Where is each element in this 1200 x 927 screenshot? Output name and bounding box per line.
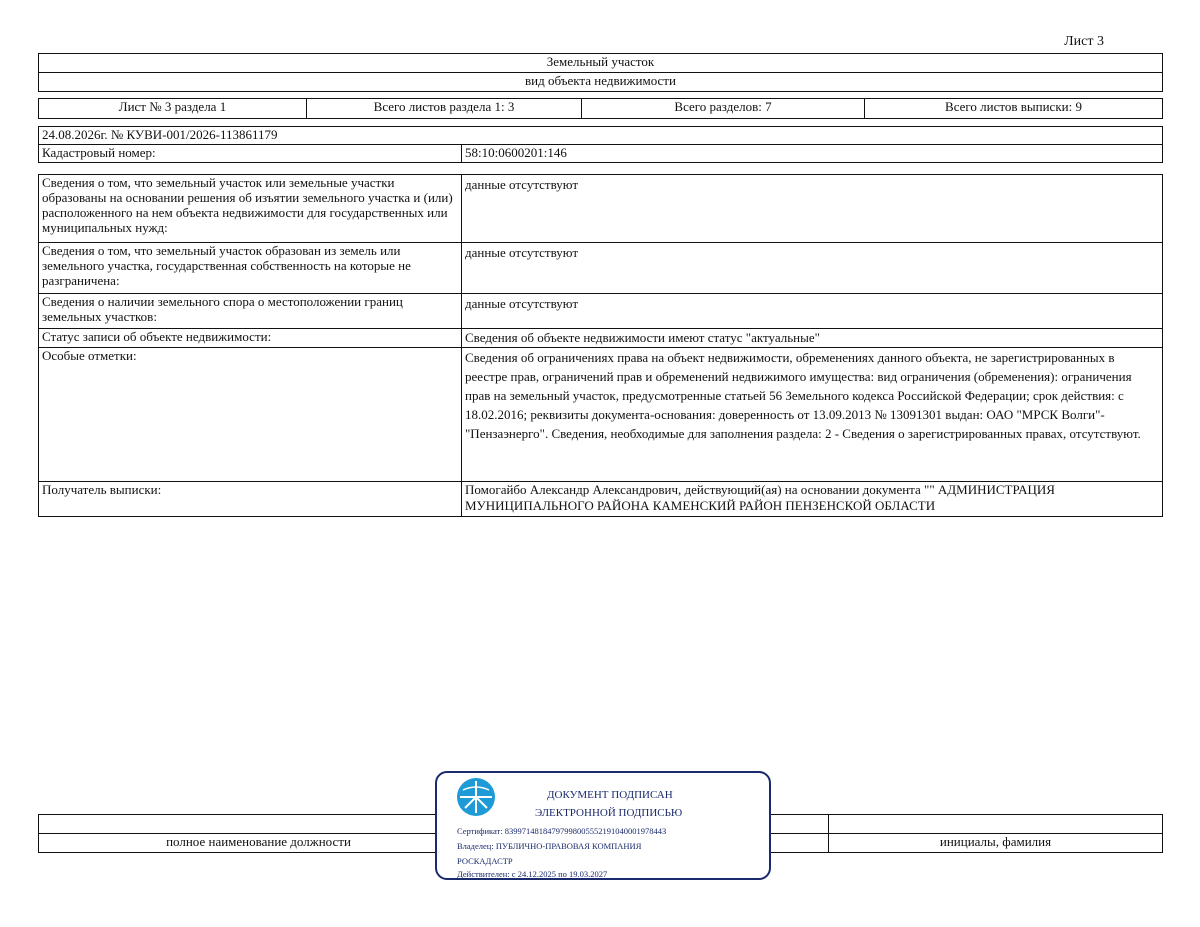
row-label: Сведения о наличии земельного спора о местоположении границ земельных участков: [39,294,462,329]
row-label: Получатель выписки: [39,482,462,517]
stamp-certificate: Сертификат: 8399714818479799800555219104000197844З [457,826,667,836]
object-type-header [38,53,1163,92]
row-value: данные отсутствуют [462,294,1163,329]
row-label: Сведения о том, что земельный участок или земельные участки образованы на основании решения об изъятии земельного участка и (или) расположенного на нем объекта недвижимости для государственных или муниципальных нужд: [39,175,462,243]
table-row [39,482,1163,517]
electronic-signature-stamp [435,771,771,880]
cadastral-label: Кадастровый номер: [39,145,462,163]
table-row [39,294,1163,329]
document-info-table [38,126,1163,163]
row-value: данные отсутствуют [462,175,1163,243]
stamp-valid: Действителен: с 24.12.2025 по 19.03.2027 [457,869,608,879]
name-field [829,815,1163,834]
row-value: Сведения об объекте недвижимости имеют статус "актуальные" [462,329,1163,348]
details-table [38,174,1163,517]
sheet-number: Лист 3 [1064,34,1104,49]
row-label: Сведения о том, что земельный участок образован из земель или земельного участка, государственная собственность на которые не разграничена: [39,243,462,294]
stamp-owner-1: Владелец: ПУБЛИЧНО-ПРАВОВАЯ КОМПАНИЯ [457,841,642,851]
row-label: Особые отметки: [39,348,462,482]
cadastral-value: 58:10:0600201:146 [462,145,1163,163]
date-number: 24.08.2026г. № КУВИ-001/2026-113861179 [39,127,1163,145]
object-subtitle: вид объекта недвижимости [39,73,1163,92]
stamp-line-1: ДОКУМЕНТ ПОДПИСАН [547,789,673,801]
table-row [39,348,1163,482]
row-value: Помогайбо Александр Александрович, действующий(ая) на основании документа "" АДМИНИСТРАЦИЯ МУНИЦИПАЛЬНОГО РАЙОНА КАМЕНСКИЙ РАЙОН ПЕНЗЕНСКОЙ ОБЛАСТИ [462,482,1163,517]
stamp-line-2: ЭЛЕКТРОННОЙ ПОДПИСЬЮ [535,807,683,819]
row-value: Сведения об ограничениях права на объект недвижимости, обременениях данного объекта, не зарегистрированных в реестре прав, ограничений прав и обременений недвижимого имущества: вид ограничения (обременения): ограничения прав на земельный участок, предусмотренные статьей 56 Земельного кодекса Российской Федерации; срок действия: с 18.02.2016; реквизиты документа-основания: доверенность от 13.09.2013 № 13091301 выдан: ОАО "МРСК Волги"-"Пензаэнерго". Сведения, необходимые для заполнения раздела: 2 - Сведения о зарегистрированных правах, отсутствуют. [462,348,1163,482]
table-row [39,329,1163,348]
sheets-info-table [38,98,1163,119]
stamp-owner-2: РОСКАДАСТР [457,856,513,866]
row-value: данные отсутствуют [462,243,1163,294]
rosreestr-logo-icon [457,778,495,816]
object-title: Земельный участок [39,54,1163,73]
table-row [39,175,1163,243]
total-in-section: Всего листов раздела 1: 3 [307,99,582,119]
table-row [39,243,1163,294]
total-sheets: Всего листов выписки: 9 [865,99,1163,119]
name-label: инициалы, фамилия [829,834,1163,853]
sheet-in-section: Лист № 3 раздела 1 [39,99,307,119]
position-field [39,815,479,834]
row-label: Статус записи об объекте недвижимости: [39,329,462,348]
total-sections: Всего разделов: 7 [582,99,865,119]
position-label: полное наименование должности [39,834,479,853]
